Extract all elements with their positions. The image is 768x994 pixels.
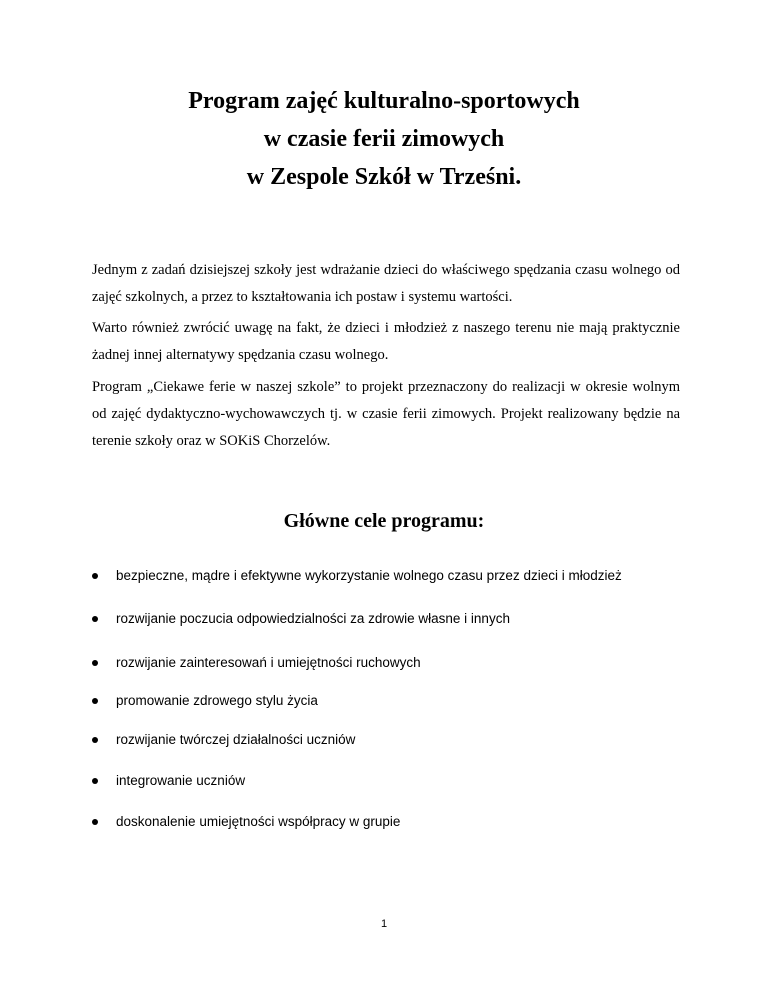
page-number: 1 [380,918,388,930]
goal-item [92,730,692,750]
goal-item [92,609,692,629]
bullet-icon [92,573,98,579]
goal-text: rozwijanie twórczej działalności uczniów [116,732,356,747]
intro-paragraph: Jednym z zadań dzisiejszej szkoły jest wdrażanie dzieci do właściwego spędzania czasu wolnego od zajęć szkolnych, a przez to kształtowania ich postaw i systemu wartości. [92,262,680,305]
goal-item [92,812,692,832]
goal-text: promowanie zdrowego stylu życia [116,693,318,708]
goal-item [92,653,692,673]
goal-text: rozwijanie zainteresowań i umiejętności ruchowych [116,655,421,670]
alternatives-paragraph: Warto również zwrócić uwagę na fakt, że dzieci i młodzież z naszego terenu nie mają praktycznie żadnej innej alternatywy spędzania czasu wolnego. [92,320,680,363]
title-line-3: w Zespole Szkół w Trześni. [246,164,522,190]
bullet-icon [92,660,98,666]
goals-heading: Główne cele programu: [283,510,485,532]
goal-item [92,771,692,791]
program-description-paragraph: Program „Ciekawe ferie w naszej szkole” to projekt przeznaczony do realizacji w okresie wolnym od zajęć dydaktyczno-wychowawczych tj. w czasie ferii zimowych. Projekt realizowany będzie na terenie szkoły oraz w SOKiS Chorzelów. [92,379,680,449]
goal-text: rozwijanie poczucia odpowiedzialności za zdrowie własne i innych [116,611,510,626]
bullet-icon [92,737,98,743]
goal-text: doskonalenie umiejętności współpracy w grupie [116,814,401,829]
goal-item [92,566,692,586]
document-title [0,82,768,196]
title-line-1: Program zajęć kulturalno-sportowych [188,88,580,114]
title-line-2: w czasie ferii zimowych [263,126,505,152]
goals-list [92,566,692,832]
goal-text: bezpieczne, mądre i efektywne wykorzystanie wolnego czasu przez dzieci i młodzież [116,568,622,583]
bullet-icon [92,819,98,825]
goal-item [92,691,692,711]
bullet-icon [92,616,98,622]
goal-text: integrowanie uczniów [116,773,246,788]
bullet-icon [92,698,98,704]
bullet-icon [92,778,98,784]
